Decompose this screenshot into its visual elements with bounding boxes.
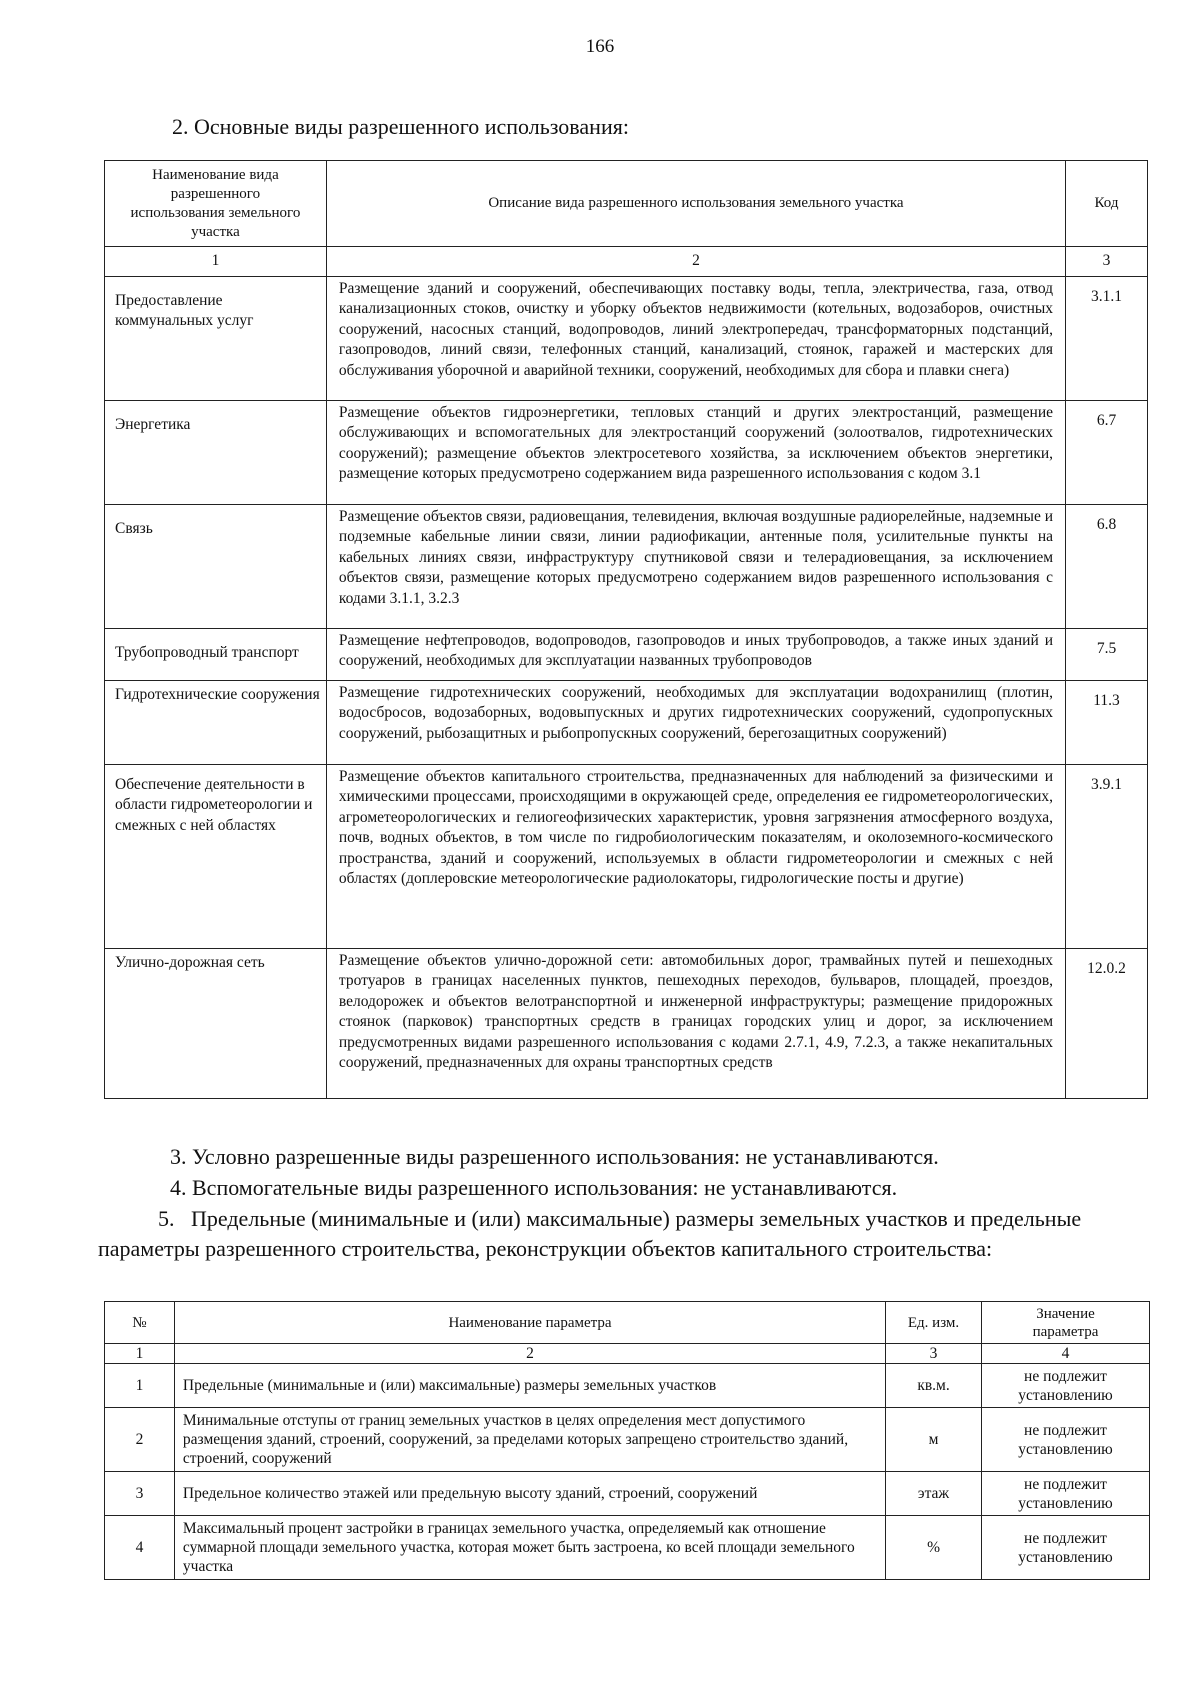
parameter-name: Предельное количество этажей или предельную высоту зданий, строений, сооружений xyxy=(174,1472,885,1516)
use-code: 3.1.1 xyxy=(1066,277,1148,401)
use-code: 7.5 xyxy=(1066,629,1148,681)
page-number: 166 xyxy=(585,36,615,57)
table-row xyxy=(105,1516,1150,1580)
header-value: Значение параметра xyxy=(982,1302,1150,1344)
section-2-title: 2. Основные виды разрешенного использования: xyxy=(172,114,629,139)
parameter-number: 2 xyxy=(105,1408,175,1472)
table-row xyxy=(105,505,1148,629)
parameter-name: Минимальные отступы от границ земельных участков в целях определения мест допустимого размещения зданий, строений, сооружений, за пределами которых запрещено строительство зданий, строений, сооружений xyxy=(174,1408,885,1472)
use-name: Обеспечение деятельности в области гидрометеорологии и смежных с ней областях xyxy=(105,765,327,949)
use-code: 3.9.1 xyxy=(1066,765,1148,949)
use-description: Размещение объектов гидроэнергетики, тепловых станций и других электростанций, размещение обслуживающих и вспомогательных для электростанций сооружений (золоотвалов, гидротехнических сооружений); размещение объектов электросетевого хозяйства, за исключением объектов энергетики, размещение которых предусмотрено содержанием вида разрешенного использования с кодом 3.1 xyxy=(326,401,1065,505)
column-number: 3 xyxy=(886,1344,982,1364)
table-row xyxy=(105,681,1148,765)
parameter-value: не подлежит установлению xyxy=(982,1408,1150,1472)
column-number: 1 xyxy=(105,247,327,277)
table-row xyxy=(105,1472,1150,1516)
header-number: № xyxy=(105,1302,175,1344)
use-description: Размещение объектов улично-дорожной сети: автомобильных дорог, трамвайных путей и пешеходных тротуаров в границах населенных пунктов, пешеходных переходов, бульваров, площадей, проездов, велодорожек и объектов велотранспортной и инженерной инфраструктуры; размещение придорожных стоянок (парковок) транспортных средств в границах городских улиц и дорог, за исключением предусмотренных видами разрешенного использования с кодами 2.7.1, 4.9, 7.2.3, а также некапитальных сооружений, предназначенных для охраны транспортных средств xyxy=(326,949,1065,1099)
section-3-text: 3. Условно разрешенные виды разрешенного использования: не устанавливаются. xyxy=(170,1144,939,1169)
table-row xyxy=(105,1408,1150,1472)
parameter-number: 3 xyxy=(105,1472,175,1516)
column-number: 2 xyxy=(326,247,1065,277)
parameter-value: не подлежит установлению xyxy=(982,1516,1150,1580)
use-name: Улично-дорожная сеть xyxy=(105,949,327,1099)
column-number: 1 xyxy=(105,1344,175,1364)
table-row xyxy=(105,401,1148,505)
table-row xyxy=(105,765,1148,949)
header-use-code: Код xyxy=(1066,161,1148,247)
column-number: 4 xyxy=(982,1344,1150,1364)
parameter-name: Максимальный процент застройки в границах земельного участка, определяемый как отношение суммарной площади земельного участка, которая может быть застроена, ко всей площади земельного участка xyxy=(174,1516,885,1580)
use-code: 12.0.2 xyxy=(1066,949,1148,1099)
use-code: 6.8 xyxy=(1066,505,1148,629)
parameter-unit: м xyxy=(886,1408,982,1472)
header-parameter-name: Наименование параметра xyxy=(174,1302,885,1344)
use-code: 6.7 xyxy=(1066,401,1148,505)
column-number: 3 xyxy=(1066,247,1148,277)
use-description: Размещение зданий и сооружений, обеспечивающих поставку воды, тепла, электричества, газа, отвод канализационных стоков, очистку и уборку объектов недвижимости (котельных, водозаборов, очистных сооружений, насосных станций, водопроводов, линий электропередач, трансформаторных подстанций, газопроводов, линий связи, телефонных станций, канализаций, стоянок, гаражей и мастерских для обслуживания уборочной и аварийной техники, сооружений, необходимых для сбора и плавки снега) xyxy=(326,277,1065,401)
table-row xyxy=(105,949,1148,1099)
parameter-unit: % xyxy=(886,1516,982,1580)
parameter-number: 4 xyxy=(105,1516,175,1580)
use-code: 11.3 xyxy=(1066,681,1148,765)
section-4-text: 4. Вспомогательные виды разрешенного использования: не устанавливаются. xyxy=(170,1175,898,1200)
table-row xyxy=(105,629,1148,681)
header-use-description: Описание вида разрешенного использования земельного участка xyxy=(326,161,1065,247)
parameters-table xyxy=(104,1301,1150,1580)
use-name: Трубопроводный транспорт xyxy=(105,629,327,681)
column-number: 2 xyxy=(174,1344,885,1364)
use-name: Предоставление коммунальных услуг xyxy=(105,277,327,401)
parameter-unit: этаж xyxy=(886,1472,982,1516)
parameter-number: 1 xyxy=(105,1364,175,1408)
permitted-uses-table xyxy=(104,160,1148,1099)
parameter-value: не подлежит установлению xyxy=(982,1472,1150,1516)
parameter-value: не подлежит установлению xyxy=(982,1364,1150,1408)
table-row xyxy=(105,1364,1150,1408)
use-name: Связь xyxy=(105,505,327,629)
use-name: Энергетика xyxy=(105,401,327,505)
header-use-name: Наименование вида разрешенного использования земельного участка xyxy=(105,161,327,247)
use-description: Размещение нефтепроводов, водопроводов, газопроводов и иных трубопроводов, а также иных зданий и сооружений, необходимых для эксплуатации названных трубопроводов xyxy=(326,629,1065,681)
use-name: Гидротехнические сооружения xyxy=(105,681,327,765)
parameter-name: Предельные (минимальные и (или) максимальные) размеры земельных участков xyxy=(174,1364,885,1408)
parameter-unit: кв.м. xyxy=(886,1364,982,1408)
use-description: Размещение объектов капитального строительства, предназначенных для наблюдений за физическими и химическими процессами, происходящими в окружающей среде, определения ее гидрометеорологических, агрометеорологических и гелиогеофизических характеристик, уровня загрязнения атмосферного воздуха, почв, водных объектов, в том числе по гидробиологическим показателям, и околоземного-космического пространства, зданий и сооружений, используемых в области гидрометеорологии и смежных с ней областях (доплеровские метеорологические радиолокаторы, гидрологические посты и другие) xyxy=(326,765,1065,949)
use-description: Размещение гидротехнических сооружений, необходимых для эксплуатации водохранилищ (плотин, водосбросов, водозаборных, водовыпускных и других гидротехнических сооружений, судопропускных сооружений, рыбозащитных и рыбопропускных сооружений, берегозащитных сооружений) xyxy=(326,681,1065,765)
header-unit: Ед. изм. xyxy=(886,1302,982,1344)
section-5-text: 5. Предельные (минимальные и (или) максимальные) размеры земельных участков и предельные параметры разрешенного строительства, реконструкции объектов капитального строительства: xyxy=(98,1206,1082,1261)
use-description: Размещение объектов связи, радиовещания, телевидения, включая воздушные радиорелейные, надземные и подземные кабельные линии связи, линии радиофикации, антенные поля, усилительные пункты на кабельных линиях связи, инфраструктуру спутниковой связи и телерадиовещания, за исключением объектов связи, размещение которых предусмотрено содержанием видов разрешенного использования с кодами 3.1.1, 3.2.3 xyxy=(326,505,1065,629)
table-row xyxy=(105,277,1148,401)
